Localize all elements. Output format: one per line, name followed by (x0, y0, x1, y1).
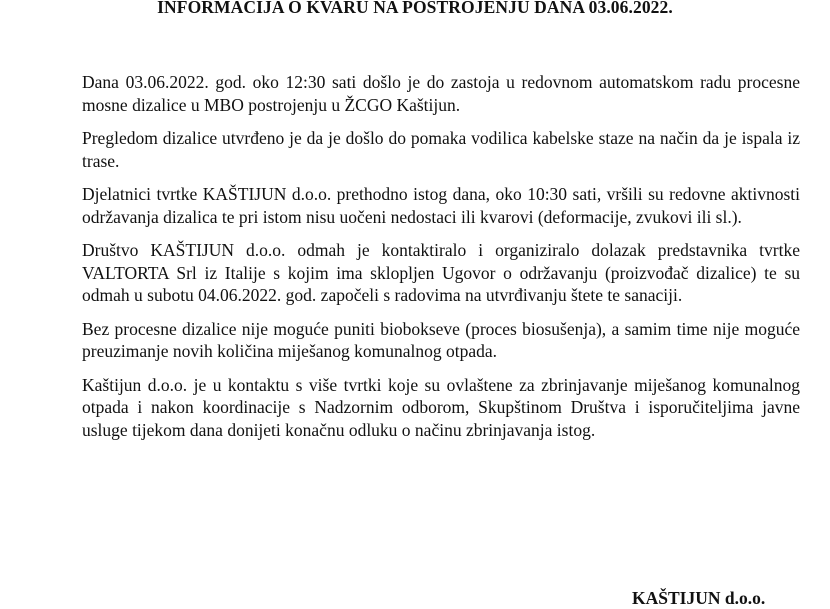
paragraph-inspection: Pregledom dizalice utvrđeno je da je došlo do pomaka vodilica kabelske staze na način da je ispala iz trase. (82, 128, 800, 171)
document-title: INFORMACIJA O KVARU NA POSTROJENJU DANA 03.06.2022. (157, 0, 673, 17)
paragraph-disposal: Kaštijun d.o.o. je u kontaktu s više tvrtki koje su ovlaštene za zbrinjavanje miješanog komunalnog otpada i nakon koordinacije s Nadzornim odborom, Skupštinom Društva i isporučiteljima javne usluge tijekom dana donijeti konačnu odluku o načinu zbrinjavanja istog. (82, 374, 800, 440)
paragraph-contractor: Društvo KAŠTIJUN d.o.o. odmah je kontaktiralo i organiziralo dolazak predstavnika tvrtke VALTORTA Srl iz Italije s kojim ima sklopljen Ugovor o održavanju (proizvođač dizalice) te su odmah u subotu 04.06.2022. god. započeli s radovima na utvrđivanju štete te sanaciji. (82, 240, 800, 305)
paragraph-maintenance: Djelatnici tvrtke KAŠTIJUN d.o.o. prethodno istog dana, oko 10:30 sati, vršili su redovne aktivnosti održavanja dizalica te pri istom nisu uočeni nedostaci ili kvarovi (deformacije, zvukovi ili sl.). (82, 184, 800, 227)
document-body (82, 71, 800, 452)
paragraph-consequence: Bez procesne dizalice nije moguće puniti biobokseve (proces biosušenja), a samim time nije moguće preuzimanje novih količina miješanog komunalnog otpada. (82, 318, 800, 361)
paragraph-incident: Dana 03.06.2022. god. oko 12:30 sati došlo je do zastoja u redovnom automatskom radu procesne mosne dizalice u MBO postrojenju u ŽCGO Kaštijun. (82, 72, 800, 115)
company-signature: KAŠTIJUN d.o.o. (632, 588, 766, 608)
